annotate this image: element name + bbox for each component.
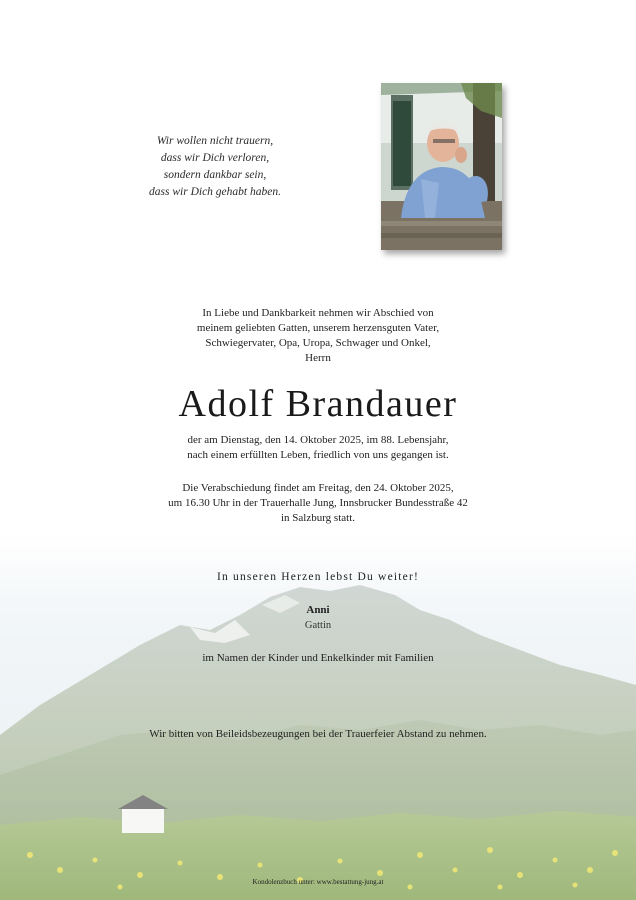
portrait-photo xyxy=(381,83,502,250)
memorial-quote xyxy=(120,133,310,201)
farewell-line: um 16.30 Uhr in der Trauerhalle Jung, Innsbrucker Bundesstraße 42 xyxy=(168,497,468,509)
death-line: der am Dienstag, den 14. Oktober 2025, im 88. Lebensjahr, xyxy=(187,434,449,446)
death-notice xyxy=(0,433,636,463)
quote-line: Wir wollen nicht trauern, xyxy=(156,135,274,147)
quote-line: sondern dankbar sein, xyxy=(163,169,267,181)
intro-line: In Liebe und Dankbarkeit nehmen wir Abschied von xyxy=(202,307,434,319)
farewell-line: Die Verabschiedung findet am Freitag, den 24. Oktober 2025, xyxy=(182,482,454,494)
condolence-request: Wir bitten von Beileidsbezeugungen bei der Trauerfeier Abstand zu nehmen. xyxy=(149,728,487,740)
condolence-book-link[interactable]: Kondolenzbuch unter: www.bestattung-jung.at xyxy=(252,878,384,886)
family-line: im Namen der Kinder und Enkelkinder mit Familien xyxy=(202,652,434,664)
death-line: nach einem erfüllten Leben, friedlich von uns gegangen ist. xyxy=(187,449,449,461)
motto-text: In unseren Herzen lebst Du weiter! xyxy=(216,571,420,583)
farewell-details xyxy=(0,481,636,526)
farewell-line: in Salzburg statt. xyxy=(280,512,356,524)
mourner-role: Gattin xyxy=(304,620,332,631)
intro-text xyxy=(0,306,636,366)
intro-line: Herrn xyxy=(305,352,331,364)
portrait-photo-image xyxy=(381,83,502,250)
quote-line: dass wir Dich verloren, xyxy=(160,152,270,164)
mourner-name: Anni xyxy=(306,604,330,616)
intro-line: meinem geliebten Gatten, unserem herzensguten Vater, xyxy=(196,322,440,334)
quote-line: dass wir Dich gehabt haben. xyxy=(149,186,281,198)
intro-line: Schwiegervater, Opa, Uropa, Schwager und Onkel, xyxy=(205,337,431,349)
deceased-name: Adolf Brandauer xyxy=(178,383,458,425)
